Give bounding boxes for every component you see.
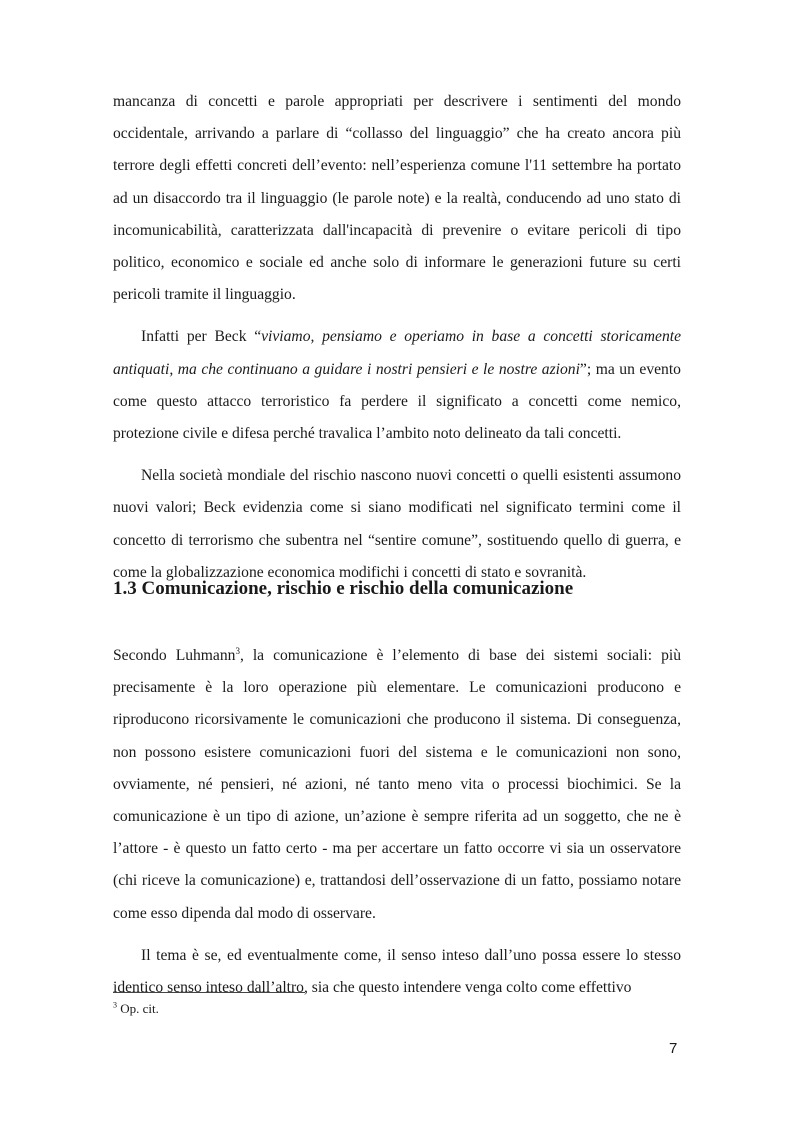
- page-body: [113, 86, 681, 589]
- paragraph-2: [113, 321, 681, 450]
- section-heading: 1.3 Comunicazione, rischio e rischio della comunicazione: [113, 578, 574, 599]
- paragraph-5: Il tema è se, ed eventualmente come, il senso inteso dall’uno possa essere lo stesso identico senso inteso dall’altro, sia che questo intendere venga colto come effettivo: [113, 946, 681, 997]
- paragraph-1: mancanza di concetti e parole appropriati per descrivere i sentimenti del mondo occidentale, arrivando a parlare di “collasso del linguaggio” che ha creato ancora più terrore degli effetti concreti dell’evento: nell’esperienza comune l'11 settembre ha portato ad un disaccordo tra il linguaggio (le parole note) e la realtà, conducendo ad uno stato di incomunicabilità, caratterizzata dall'incapacità di prevenire o evitare pericoli di tipo politico, economico e sociale ed anche solo di informare le generazioni future su certi pericoli tramite il linguaggio.: [113, 93, 681, 304]
- footnote-number: 3: [113, 1000, 117, 1010]
- paragraph-2-rest: ”; ma un evento come questo attacco terroristico fa perdere il significato a concetti come nemico, protezione civile e difesa perché travalica l’ambito noto delineato da tali concetti.: [113, 360, 681, 443]
- footnote-text: Op. cit.: [117, 1001, 159, 1016]
- paragraph-2-intro: Infatti per Beck “: [141, 328, 262, 346]
- footnote-divider: [113, 992, 305, 993]
- paragraph-4: [113, 640, 681, 930]
- paragraph-4-intro: Secondo Luhmann: [113, 647, 236, 664]
- beck-quote: viviamo, pensiamo e operiamo in base a concetti storicamente antiquati, ma che continuano a guidare i nostri pensieri e le nostre azioni: [113, 328, 681, 378]
- footnote: [113, 1000, 159, 1018]
- section-body: [113, 640, 681, 1004]
- paragraph-4-rest: , la comunicazione è l’elemento di base dei sistemi sociali: più precisamente è la loro operazione più elementare. Le comunicazioni producono e riproducono ricorsivamente le comunicazioni che producono il sistema. Di conseguenza, non possono esistere comunicazioni fuori del sistema e le comunicazioni non sono, ovviamente, né pensieri, né azioni, né tanto meno vita o processi biochimici. Se la comunicazione è un tipo di azione, un’azione è sempre riferita ad un soggetto, che ne è l’attore - è questo un fatto certo - ma per accertare un fatto occorre vi sia un osservatore (chi riceve la comunicazione) e, trattandosi dell’osservazione di un fatto, possiamo notare come esso dipenda dal modo di osservare.: [113, 647, 681, 922]
- page-number: 7: [669, 1040, 678, 1057]
- paragraph-3: Nella società mondiale del rischio nascono nuovi concetti o quelli esistenti assumono nuovi valori; Beck evidenzia come si siano modificati nel significato termini come il concetto di terrorismo che subentra nel “sentire comune”, sostituendo quello di guerra, e come la globalizzazione economica modifichi i concetti di stato e sovranità.: [113, 467, 681, 581]
- footnote-reference: 3: [235, 645, 240, 656]
